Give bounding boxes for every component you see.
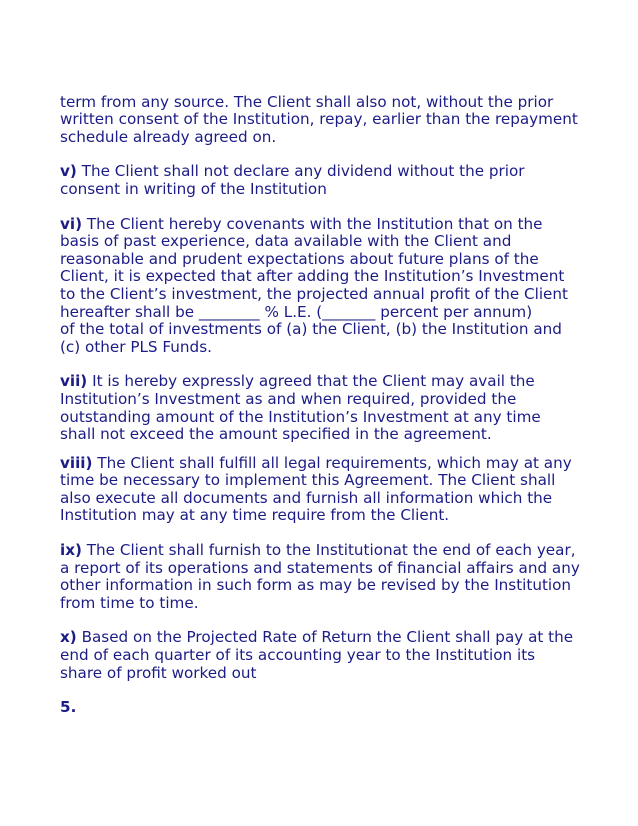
clause-text: Based on the Projected Rate of Return the Client shall pay at the end of each quarter of its accounting year to the Institution its share of profit worked out bbox=[60, 628, 574, 682]
clause-text: It is hereby expressly agreed that the Client may avail the Institution’s Investment as and when required, provided the outstanding amount of the Institution’s Investment at any time shall not exceed the amount specified in the agreement. bbox=[60, 372, 541, 444]
clause-viii bbox=[60, 455, 580, 525]
paragraph-continuation bbox=[60, 76, 580, 146]
clause-text: The Client shall not declare any dividend without the prior consent in writing of the Institution bbox=[60, 162, 525, 198]
clause-marker: vii) bbox=[60, 372, 88, 391]
clause-x bbox=[60, 629, 580, 682]
section-number: 5. bbox=[60, 698, 77, 717]
clause-text: The Client shall furnish to the Institutionat the end of each year, a report of its operations and statements of financial affairs and any other information in such form as may be revised by the Institution from time to time. bbox=[60, 541, 580, 612]
clause-text: The Client hereby covenants with the Institution that on the basis of past experience, data available with the Client and reasonable and prudent expectations about future plans of the Client, it is expected that after adding the Institution’s Investment to the Client’s investment, the projected annual profit of the Client hereafter shall be ________ % L.E. (_______ percent per annum) of the total of investments of (a) the Client, (b) the Institution and (c) other PLS Funds. bbox=[60, 214, 568, 356]
clause-marker: vi) bbox=[60, 214, 83, 233]
clause-marker: viii) bbox=[60, 453, 93, 472]
clause-v bbox=[60, 163, 580, 198]
clause-vi bbox=[60, 216, 580, 357]
paragraph-text: term from any source. The Client shall also not, without the prior written consent of the Institution, repay, earlier than the repayment schedule already agreed on. bbox=[60, 92, 578, 146]
clause-marker: x) bbox=[60, 628, 77, 647]
clause-vii bbox=[60, 373, 580, 443]
clause-text: The Client shall fulfill all legal requirements, which may at any time be necessary to implement this Agreement. The Client shall also execute all documents and furnish all information which the Institution may at any time require from the Client. bbox=[60, 453, 572, 525]
clause-marker: v) bbox=[60, 162, 77, 181]
clause-ix bbox=[60, 542, 580, 612]
document-page bbox=[60, 76, 580, 717]
clause-marker: ix) bbox=[60, 541, 82, 560]
